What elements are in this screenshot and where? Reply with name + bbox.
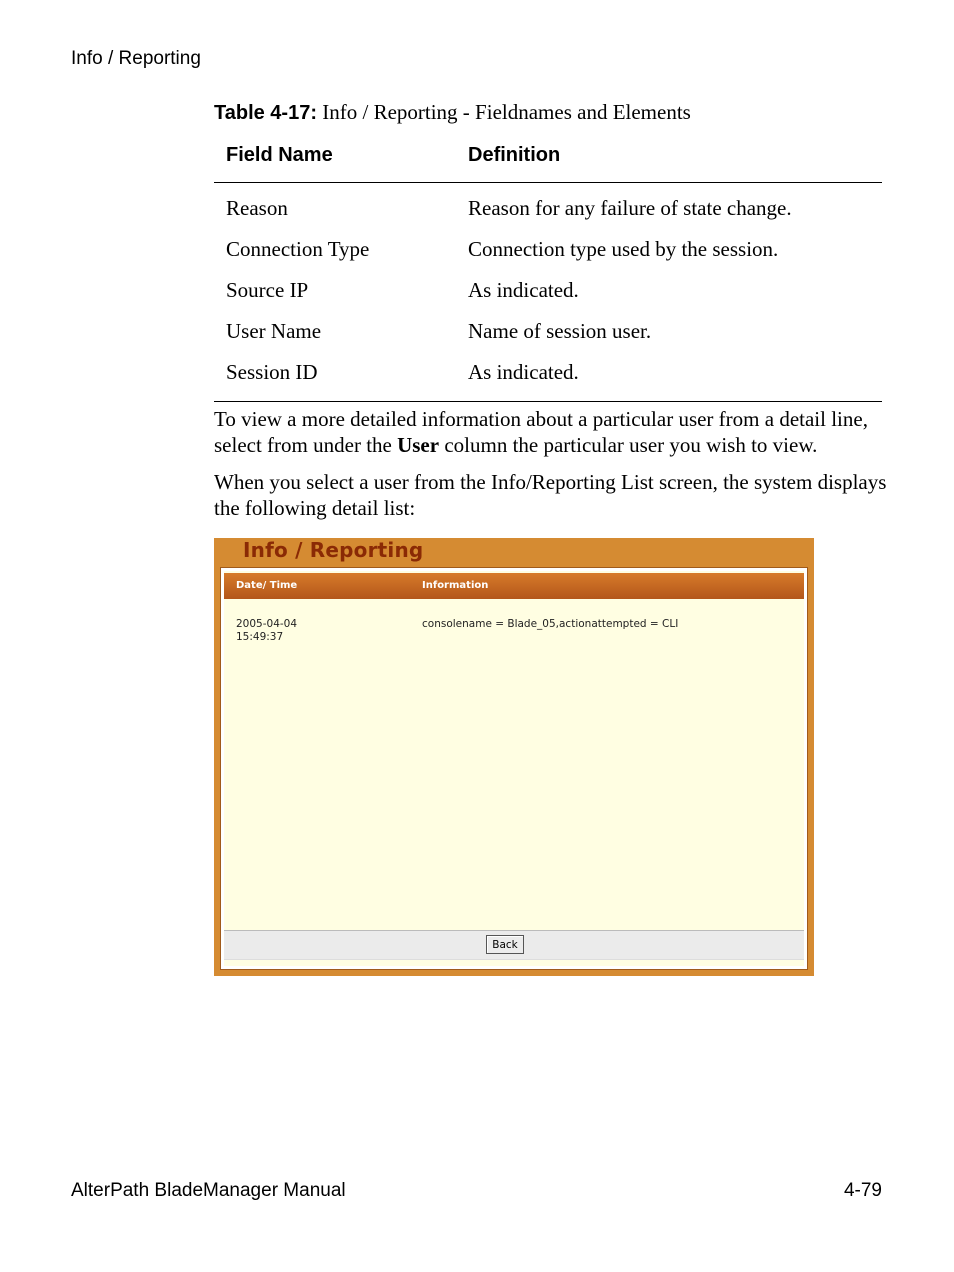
footer-page-number: 4-79 [843,1180,882,1201]
table-row [214,229,882,270]
column-information: Information [422,580,489,591]
field-name-cell: Connection Type [226,237,370,261]
table-row [214,311,882,352]
row-time: 15:49:37 [236,631,284,643]
table-row [214,352,882,393]
field-name-cell: User Name [226,319,322,343]
fieldnames-table [214,140,882,402]
back-button[interactable]: Back [486,935,524,954]
detail-list-footer [224,930,804,960]
paragraph-select-user: When you select a user from the Info/Reporting List screen, the system displays the following detail list: [214,470,887,520]
paragraph-text: To view a more detailed information about a particular user from a detail line, select from under the [214,407,868,457]
definition-cell: As indicated. [468,360,579,384]
definition-cell: Name of session user. [468,319,652,343]
paragraph-view-detail [214,406,894,458]
field-name-cell: Reason [226,196,288,220]
screenshot-title: Info / Reporting [243,538,424,562]
running-header: Info / Reporting [71,48,201,69]
field-name-cell: Source IP [226,278,309,302]
screenshot-frame [220,567,808,970]
info-reporting-screenshot [214,538,814,976]
header-field-name: Field Name [226,144,333,166]
column-date-time: Date/ Time [236,580,298,591]
detail-list-panel [224,571,804,966]
table-row [214,270,882,311]
row-information: consolename = Blade_05,actionattempted = CLI [422,618,679,630]
field-name-cell: Session ID [226,360,318,384]
definition-cell: Reason for any failure of state change. [468,196,792,220]
table-row [214,188,882,229]
detail-list-header [224,573,804,599]
definition-cell: As indicated. [468,278,579,302]
row-date: 2005-04-04 [236,618,298,630]
header-definition: Definition [468,144,561,166]
paragraph-text: column the particular user you wish to view. [439,433,818,457]
table-caption-label: Table 4-17: [214,102,317,124]
table-caption-text: Info / Reporting - Fieldnames and Elements [322,100,691,124]
table-header-row [214,140,882,183]
table-caption [214,100,691,125]
table-body [214,183,882,402]
row-date-time [236,618,297,644]
footer-manual-title: AlterPath BladeManager Manual [71,1180,346,1201]
definition-cell: Connection type used by the session. [468,237,779,261]
paragraph-bold-user: User [397,433,440,457]
